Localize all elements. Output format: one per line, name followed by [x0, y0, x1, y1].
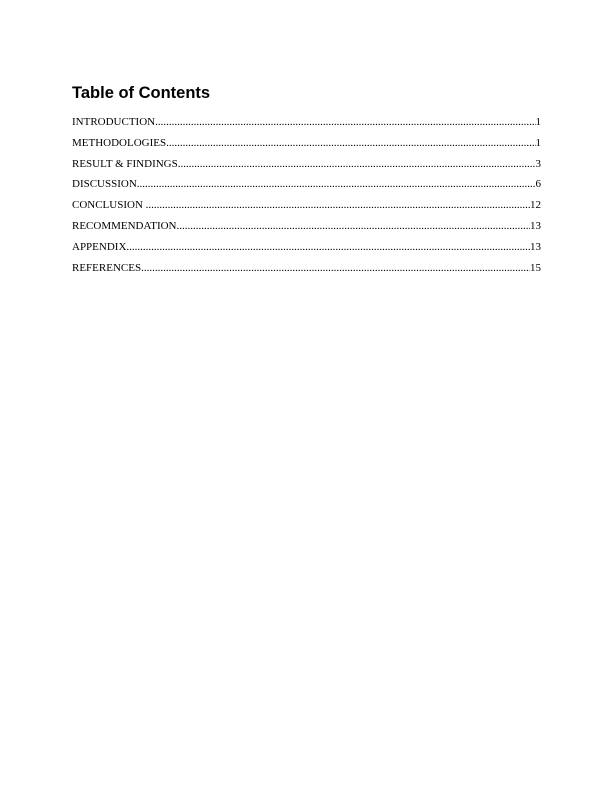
toc-entry-page: 6: [535, 178, 541, 191]
toc-dot-leader: [146, 199, 530, 211]
toc-dot-leader: [155, 116, 535, 128]
toc-entry-page: 13: [530, 219, 541, 232]
toc-entry-page: 12: [530, 199, 541, 212]
toc-entry-label: CONCLUSION: [72, 199, 146, 212]
toc-entry-references[interactable]: [72, 262, 541, 283]
toc-entry-page: 1: [535, 116, 541, 128]
toc-entry-discussion[interactable]: [72, 178, 541, 199]
toc-entry-result-findings[interactable]: [72, 158, 541, 179]
toc-dot-leader: [126, 241, 530, 253]
toc-entry-methodologies[interactable]: [72, 137, 541, 158]
toc-entry-label: RECOMMENDATION: [72, 219, 177, 232]
toc-dot-leader: [177, 220, 531, 232]
toc-title: Table of Contents: [72, 84, 211, 102]
toc-entry-recommendation[interactable]: [72, 220, 541, 241]
toc-entry-label: REFERENCES: [72, 261, 142, 274]
toc-dot-leader: [137, 178, 536, 190]
toc-dot-leader: [141, 262, 530, 274]
toc-dot-leader: [166, 137, 535, 149]
toc-entry-label: INTRODUCTION: [72, 116, 156, 128]
toc-entry-introduction[interactable]: [72, 116, 541, 137]
toc-entry-page: 13: [530, 240, 541, 253]
toc-entry-label: METHODOLOGIES: [72, 136, 167, 149]
toc-dot-leader: [178, 158, 536, 170]
toc-entry-label: APPENDIX: [72, 240, 127, 253]
toc-entry-conclusion[interactable]: [72, 199, 541, 220]
toc-entry-page: 15: [530, 261, 541, 274]
toc-list: [72, 116, 541, 282]
toc-entry-label: RESULT & FINDINGS: [72, 157, 178, 170]
toc-entry-appendix[interactable]: [72, 241, 541, 262]
toc-entry-label: DISCUSSION: [72, 178, 137, 191]
toc-entry-page: 3: [535, 157, 541, 170]
toc-entry-page: 1: [535, 136, 541, 149]
